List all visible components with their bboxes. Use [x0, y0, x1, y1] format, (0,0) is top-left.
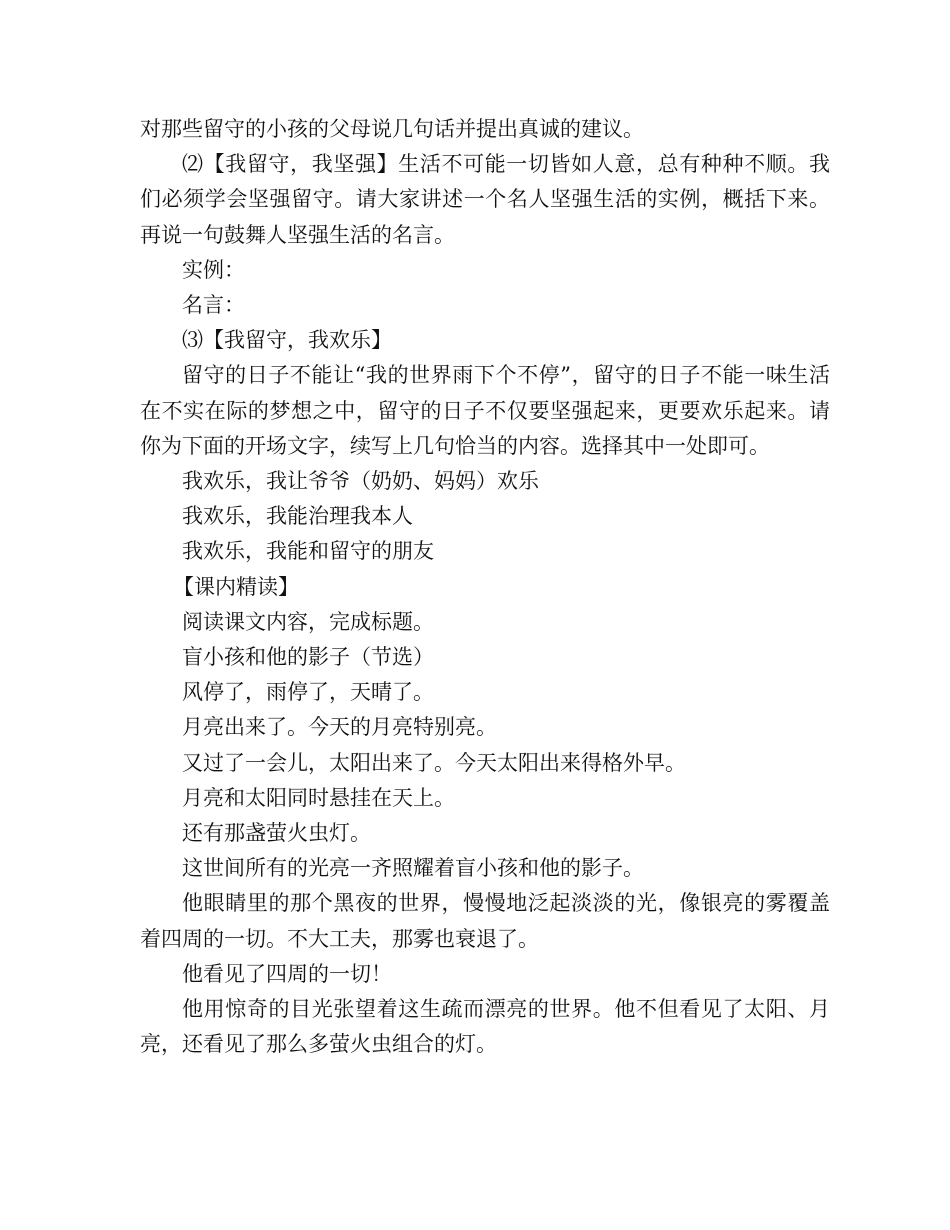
passage-line-7: 他眼睛里的那个黑夜的世界，慢慢地泛起淡淡的光，像银亮的雾覆盖着四周的一切。不大工夫，那雾也衰退了。 — [140, 891, 830, 951]
passage-line-4: 月亮和太阳同时悬挂在天上。 — [182, 785, 455, 810]
passage-line-2: 月亮出来了。今天的月亮特别亮。 — [182, 715, 497, 740]
paragraph-happy-option-3: 我欢乐，我能和留守的朋友 — [182, 539, 434, 564]
section-heading-reading: 【课内精读】 — [173, 574, 299, 599]
paragraph-reading-instruction: 阅读课文内容，完成标题。 — [182, 609, 434, 634]
passage-line-5: 还有那盏萤火虫灯。 — [182, 821, 371, 846]
paragraph-happy-option-1: 我欢乐，我让爷爷（奶奶、妈妈）欢乐 — [182, 469, 539, 494]
passage-line-6: 这世间所有的光亮一齐照耀着盲小孩和他的影子。 — [182, 856, 644, 881]
paragraph-happy-heading: ⑶【我留守，我欢乐】 — [182, 328, 392, 353]
passage-line-3: 又过了一会儿，太阳出来了。今天太阳出来得格外早。 — [182, 750, 686, 775]
paragraph-strong-task: ⑵【我留守，我坚强】生活不可能一切皆如人意，总有种种不顺。我们必须学会坚强留守。请大家讲述一个名人坚强生活的实例，概括下来。再说一句鼓舞人坚强生活的名言。 — [140, 152, 830, 247]
passage-line-1: 风停了，雨停了，天晴了。 — [182, 680, 434, 705]
paragraph-example-label: 实例： — [182, 257, 245, 282]
paragraph-happy-option-2: 我欢乐，我能治理我本人 — [182, 504, 413, 529]
paragraph-quote-label: 名言： — [182, 293, 245, 318]
passage-line-8: 他看见了四周的一切！ — [182, 961, 392, 986]
paragraph-happy-task: 留守的日子不能让“我的世界雨下个不停”，留守的日子不能一味生活在不实在际的梦想之中，留守的日子不仅要坚强起来，更要欢乐起来。请你为下面的开场文字，续写上几句恰当的内容。选择其中一处即可。 — [140, 363, 830, 458]
document-page — [140, 112, 830, 1062]
paragraph-parent-advice: 对那些留守的小孩的父母说几句话并提出真诚的建议。 — [140, 117, 644, 141]
passage-title: 盲小孩和他的影子（节选） — [182, 645, 434, 670]
passage-line-9: 他用惊奇的目光张望着这生疏而漂亮的世界。他不但看见了太阳、月亮，还看见了那么多萤火虫组合的灯。 — [140, 997, 830, 1057]
